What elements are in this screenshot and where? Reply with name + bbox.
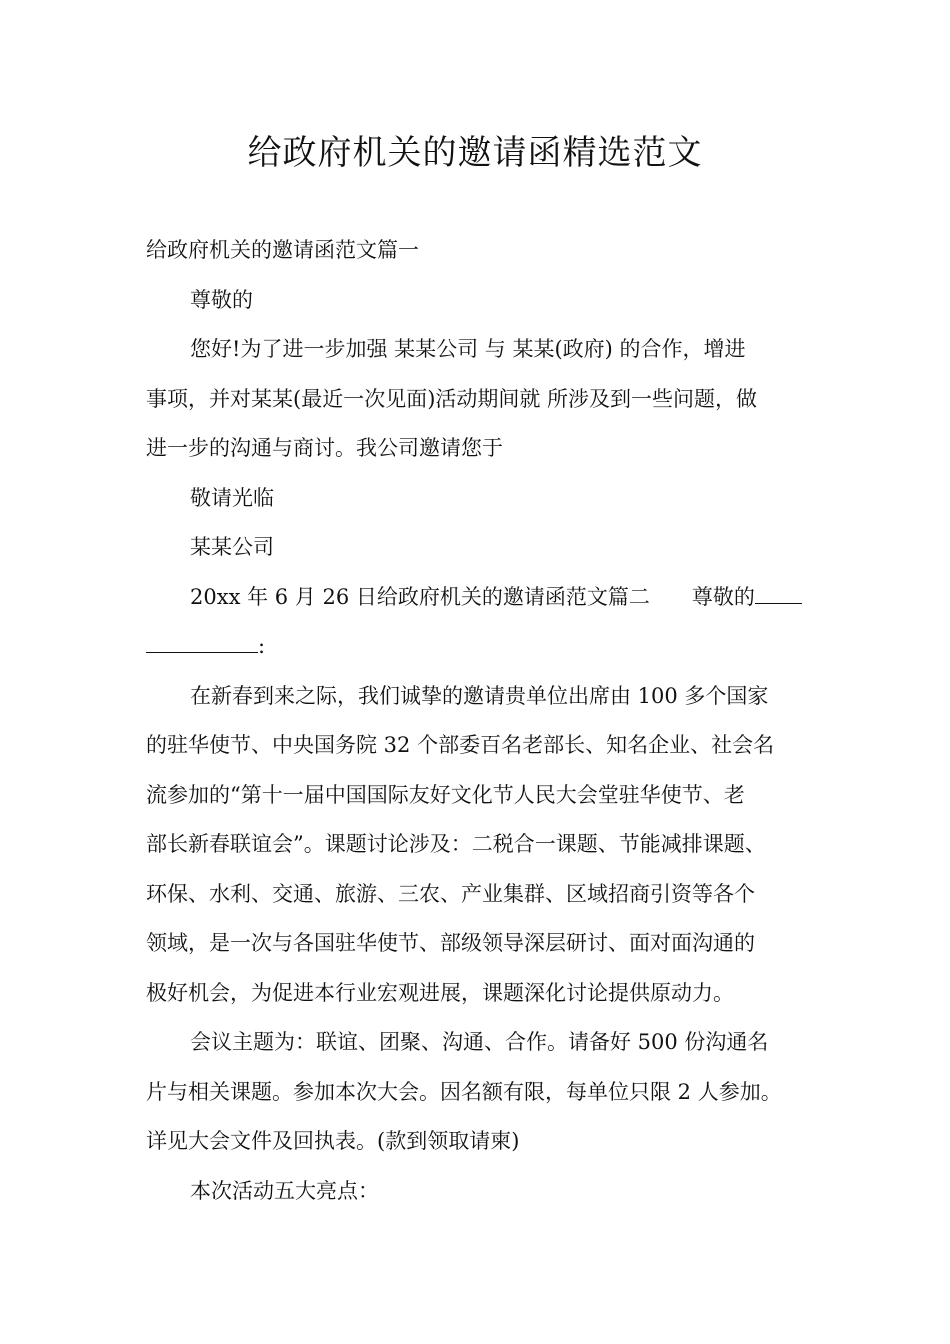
paragraph-2-line-1: 在新春到来之际，我们诚挚的邀请贵单位出席由 100 多个国家 [190, 683, 769, 708]
date-and-section-2-line-2 [146, 622, 830, 672]
paragraph-2-line-3: 流参加的“第十一届中国国际友好文化节人民大会堂驻华使节、老 [146, 782, 745, 807]
paragraph-1-line-1: 您好!为了进一步加强 某某公司 与 某某(政府) 的合作，增进 [190, 337, 746, 361]
highlights-heading [146, 1167, 830, 1217]
paragraph-2-line-5: 环保、水利、交通、旅游、三农、产业集群、区域招商引资等各个 [146, 881, 755, 906]
paragraph-2-line-7: 极好机会，为促进本行业宏观进展，课题深化讨论提供原动力。 [146, 980, 734, 1005]
blank-underline-1 [755, 585, 802, 604]
paragraph-1 [146, 325, 830, 474]
document-body [146, 226, 830, 1216]
section-heading-1 [146, 226, 830, 276]
blank-underline-2 [146, 634, 258, 653]
paragraph-3-line-3: 详见大会文件及回执表。(款到领取请柬) [146, 1129, 520, 1153]
salutation-1-text: 尊敬的 [190, 287, 253, 312]
paragraph-3-line-1: 会议主题为：联谊、团聚、沟通、合作。请备好 500 份沟通名 [190, 1030, 769, 1054]
paragraph-2-line-6: 领域，是一次与各国驻华使节、部级领导深层研讨、面对面沟通的 [146, 931, 755, 955]
closing-1-text: 敬请光临 [190, 485, 274, 510]
paragraph-1-line-2: 事项，并对某某(最近一次见面)活动期间就 所涉及到一些问题，做 [146, 386, 758, 411]
paragraph-1-line-3: 进一步的沟通与商讨。我公司邀请您于 [146, 436, 503, 460]
section-heading-1-text: 给政府机关的邀请函范文篇一 [146, 238, 419, 262]
date-and-section-2-text: 20xx 年 6 月 26 日给政府机关的邀请函范文篇二 [190, 584, 650, 609]
date-and-section-2-line-1 [146, 573, 830, 623]
document-title: 给政府机关的邀请函精选范文 [247, 133, 703, 173]
date-and-section-2 [146, 573, 830, 672]
salutation-1 [146, 276, 830, 326]
salutation-2-text: 尊敬的 [691, 584, 755, 609]
paragraph-3-line-2: 片与相关课题。参加本次大会。因名额有限，每单位只限 2 人参加。 [146, 1079, 782, 1104]
signature-1 [146, 523, 830, 573]
paragraph-2-line-4: 部长新春联谊会”。课题讨论涉及：二税合一课题、节能减排课题、 [146, 832, 766, 856]
paragraph-2-line-2: 的驻华使节、中央国务院 32 个部委百名老部长、知名企业、社会名 [146, 733, 775, 757]
paragraph-2 [146, 672, 830, 1019]
highlights-heading-text: 本次活动五大亮点： [190, 1178, 379, 1203]
closing-1 [146, 474, 830, 524]
signature-1-text: 某某公司 [190, 535, 274, 559]
paragraph-3 [146, 1018, 830, 1167]
salutation-2-colon: : [258, 634, 266, 658]
